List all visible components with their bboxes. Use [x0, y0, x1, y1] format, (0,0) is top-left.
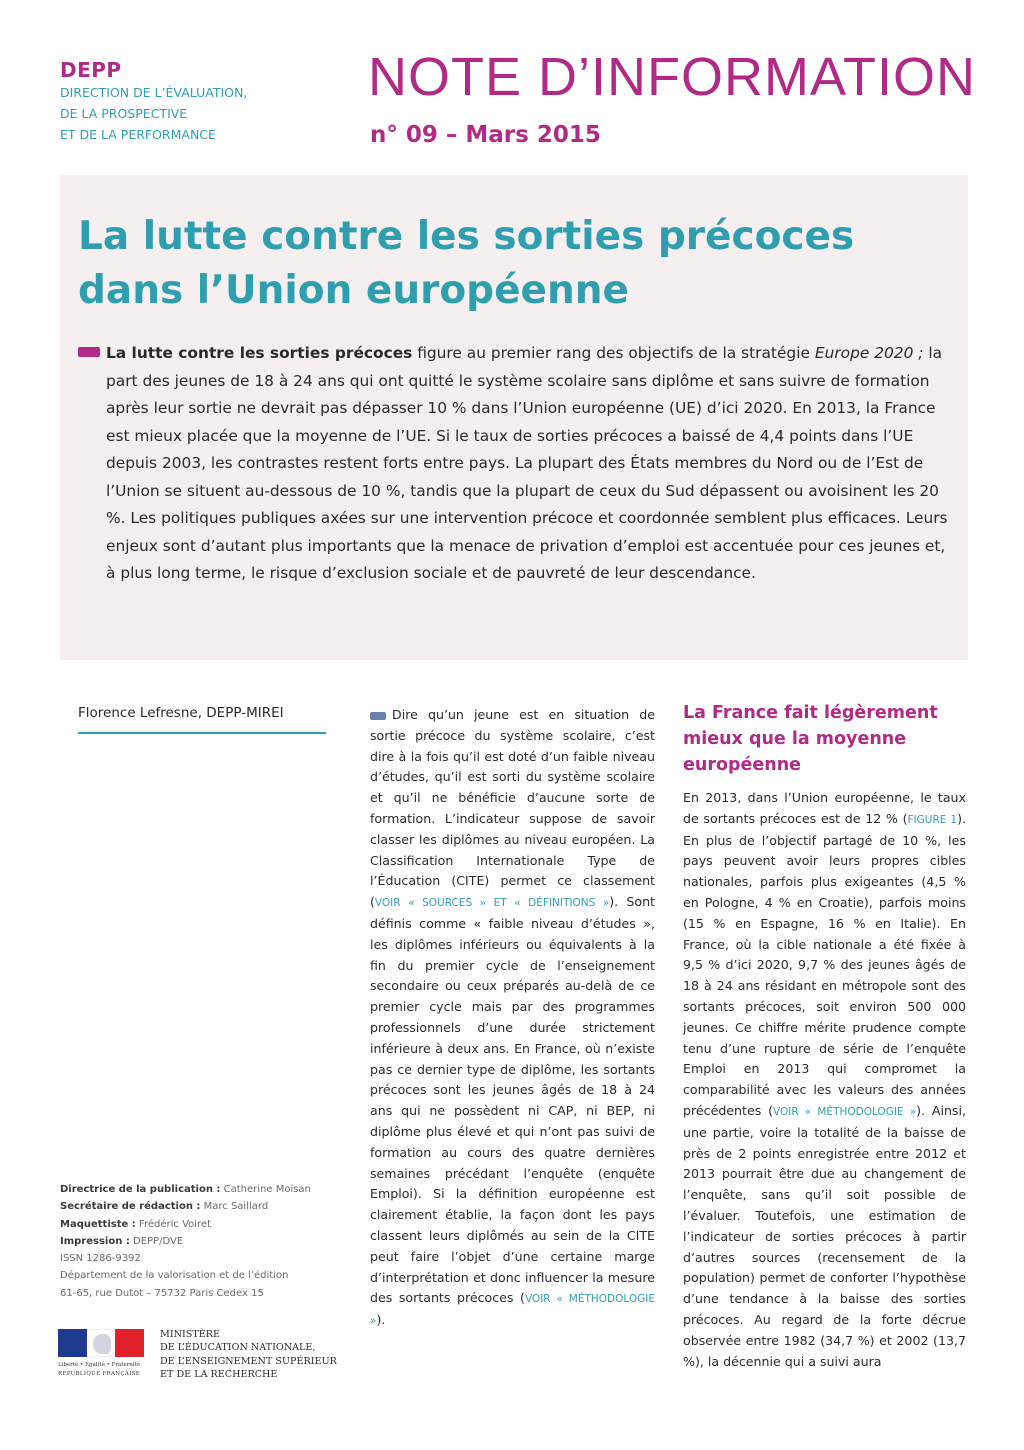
logo-republic: RÉPUBLIQUE FRANÇAISE	[58, 1371, 141, 1377]
credit-label: Impression :	[60, 1235, 130, 1247]
marianne-icon	[93, 1334, 111, 1354]
ministry-line: ET DE LA RECHERCHE	[160, 1369, 278, 1381]
body-text: Dire qu’un jeune est en situation de sortie précoce du système scolaire, c’est dire à la fois qu’il est doté d’un faible niveau d’études, qu’il est sorti du système scolaire et qu’il ne bénéficie d’aucune sorte de formation. L’indicateur suppose de savoir classer les diplômes au niveau européen. La Classification Internationale Type de l’Éducation (CITE) permet ce classement (	[370, 707, 655, 910]
series-title: NOTE D’INFORMATION	[368, 47, 976, 107]
org-name: DEPP	[60, 58, 122, 82]
summary-lead: La lutte contre les sorties précoces	[106, 344, 413, 362]
credit-label: Maquettiste :	[60, 1218, 136, 1230]
body-text: ). Ainsi, une partie, voire la totalité de la baisse de près de 2 points enregistrée entre 2012 et 2013 pourrait être due au changement de l’enquête, sans qu’il soit possible de l’évaluer. Toutefois, une estimation de l’indicateur de sorties précoces à partir d’autres sources (recensement de la population) permet de conforter l’hypothèse d’une tendance à la baisse des sorties précoces. Au regard de la forte décrue observée entre 1982 (34,7 %) et 2002 (13,7 %), la décennie qui a suivi aura	[683, 1102, 966, 1369]
ministry-line: DE L’ENSEIGNEMENT SUPÉRIEUR	[160, 1355, 337, 1367]
paragraph-marker	[370, 712, 386, 720]
publication-credits	[60, 1181, 350, 1302]
body-column-3	[683, 788, 966, 1372]
summary-marker	[78, 347, 100, 357]
flag-blue	[58, 1329, 87, 1357]
section-title: La France fait légèrement mieux que la moyenne européenne	[683, 703, 938, 775]
figure-1-link[interactable]: FIGURE 1	[907, 813, 958, 826]
republique-francaise-logo	[58, 1329, 144, 1383]
logo-motto: Liberté • Égalité • Fraternité	[58, 1362, 141, 1368]
credit-value: DEPP/DVE	[129, 1235, 184, 1247]
department: Département de la valorisation et de l’édition	[60, 1270, 289, 1282]
credit-value: Frédéric Voiret	[135, 1218, 211, 1230]
summary-italic: Europe 2020 ;	[814, 344, 924, 362]
credit-line	[60, 1181, 350, 1198]
body-text: ). Sont définis comme « faible niveau d’études », les diplômes inférieurs ou équivalents à la fin du premier cycle de l’enseignement secondaire ou ceux préparés au-delà de ce premier cycle mais par des programmes professionnels d’une durée strictement inférieure à deux ans. En France, où n’existe pas ce dernier type de diplôme, les sortants précoces sont les jeunes âgés de 18 à 24 ans qui ne possèdent ni CAP, ni BEP, ni diplôme plus élevé et qui n’ont pas suivi de formation au cours des quatre dernières semaines précédant l’enquête (enquête Emploi). Si la définition européenne est clairement établie, la façon dont les pays classent leurs diplômés au sein de la CITE peut faire l’objet d’une certaine marge d’interprétation et donc influencer la mesure des sortants précoces (	[370, 894, 655, 1306]
flag-white	[87, 1329, 116, 1357]
ministry-line: MINISTÈRE	[160, 1329, 220, 1340]
author-divider	[78, 732, 326, 734]
flag-icon	[58, 1329, 144, 1357]
credit-line	[60, 1198, 350, 1215]
credit-label: Directrice de la publication :	[60, 1184, 221, 1195]
summary-text: figure au premier rang des objectifs de la stratégie	[412, 344, 815, 362]
credit-value: Catherine Moisan	[220, 1184, 311, 1195]
body-text: ). En plus de l’objectif partagé de 10 %, les pays peuvent avoir leurs propres cibles nationales, parfois plus exigeantes (4,5 % en Pologne, 4 % en Croatie), parfois moins (15 % en Espagne, 16 % en Italie). En France, où la cible nationale a été fixée à 9,5 % d’ici 2020, 9,7 % des jeunes âgés de 18 à 24 ans résidant en métropole sont des sortants précoces, soit environ 500 000 jeunes. Ce chiffre mérite prudence compte tenu d’une rupture de série de l’enquête Emploi en 2013 qui compromet la comparabilité avec les valeurs des années précédentes (	[683, 810, 967, 1118]
org-line: DE LA PROSPECTIVE	[60, 106, 188, 121]
summary-paragraph	[106, 340, 948, 588]
sources-definitions-link[interactable]: VOIR « SOURCES » ET « DÉFINITIONS »	[374, 897, 610, 910]
article-title	[78, 210, 958, 318]
address: 61-65, rue Dutot – 75732 Paris Cedex 15	[60, 1287, 264, 1299]
body-column-2	[370, 705, 655, 1332]
credit-label: Secrétaire de rédaction :	[60, 1201, 201, 1213]
org-line: DIRECTION DE L’ÉVALUATION,	[60, 85, 248, 100]
body-text: ).	[376, 1312, 386, 1328]
org-line: ET DE LA PERFORMANCE	[60, 127, 216, 142]
ministry-name	[160, 1328, 350, 1382]
flag-red	[115, 1329, 144, 1357]
issn: ISSN 1286-9392	[60, 1253, 141, 1265]
author: Florence Lefresne, DEPP-MIREI	[78, 705, 284, 721]
issue-number: n° 09 – Mars 2015	[370, 122, 601, 148]
credit-value: Marc Saillard	[200, 1201, 269, 1213]
depp-header	[60, 58, 360, 145]
title-line: dans l’Union européenne	[78, 268, 629, 313]
ministry-line: DE L’ÉDUCATION NATIONALE,	[160, 1342, 316, 1354]
methodology-link[interactable]: VOIR « MÉTHODOLOGIE »	[370, 1293, 655, 1328]
credit-line	[60, 1233, 350, 1250]
credit-line	[60, 1216, 350, 1233]
methodology-link[interactable]: VOIR « MÉTHODOLOGIE »	[773, 1105, 917, 1118]
body-text: En 2013, dans l’Union européenne, le taux de sortants précoces est de 12 % (	[683, 790, 966, 826]
summary-text: la part des jeunes de 18 à 24 ans qui ont quitté le système scolaire sans diplôme et sans suivre de formation après leur sortie ne devrait pas dépasser 10 % dans l’Union européenne (UE) d’ici 2020. En 2013, la France est mieux placée que la moyenne de l’UE. Si le taux de sorties précoces a baissé de 4,4 points dans l’UE depuis 2003, les contrastes restent forts entre pays. La plupart des États membres du Nord ou de l’Est de l’Union se situent au-dessous de 10 %, tandis que la plupart de ceux du Sud dépassent ou avoisinent les 20 %. Les politiques publiques axées sur une intervention précoce et coordonnée semblent plus efficaces. Leurs enjeux sont d’autant plus importants que la menace de privation d’emploi est accentuée pour ces jeunes et, à plus long terme, le risque d’exclusion sociale et de pauvreté de leur descendance.	[106, 344, 948, 582]
title-line: La lutte contre les sorties précoces	[78, 214, 855, 259]
